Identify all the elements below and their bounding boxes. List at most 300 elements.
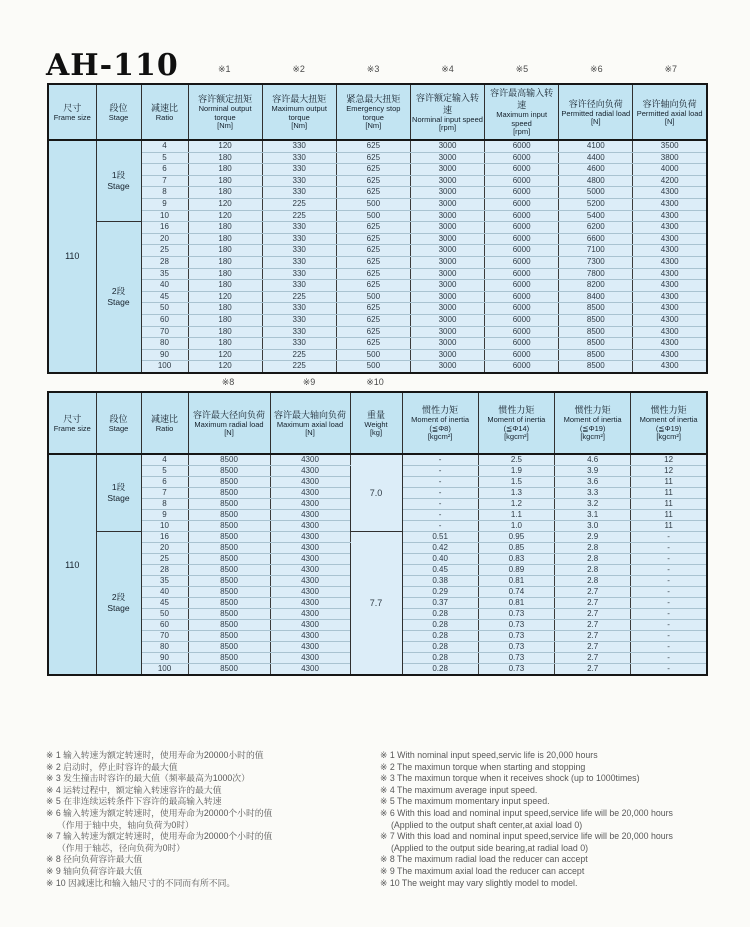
value-cell: 4300 xyxy=(270,576,350,587)
value-cell: 4300 xyxy=(270,631,350,642)
stage-cell: 1段 Stage xyxy=(96,454,141,532)
value-cell: 625 xyxy=(336,314,410,326)
frame-size-cell: 110 xyxy=(48,140,96,373)
value-cell: 3000 xyxy=(410,280,484,292)
value-cell: 3000 xyxy=(410,303,484,315)
value-cell: 4300 xyxy=(633,338,707,350)
ratio-cell: 100 xyxy=(141,361,188,373)
value-cell: 4300 xyxy=(633,314,707,326)
value-cell: 625 xyxy=(336,268,410,280)
value-cell: 4300 xyxy=(270,554,350,565)
value-cell: 4300 xyxy=(270,466,350,477)
value-cell: 4300 xyxy=(633,210,707,222)
value-cell: 1.1 xyxy=(478,510,554,521)
value-cell: 4300 xyxy=(633,245,707,257)
value-cell: 3000 xyxy=(410,164,484,176)
value-cell: 4300 xyxy=(270,510,350,521)
col-header-permitted-radial-load: 容许径向负荷 Permitted radial load [N] xyxy=(559,84,633,140)
value-cell: 0.74 xyxy=(478,587,554,598)
value-cell: 625 xyxy=(336,164,410,176)
value-cell: 2.7 xyxy=(555,642,631,653)
ratio-cell: 25 xyxy=(141,554,188,565)
value-cell: 500 xyxy=(336,291,410,303)
value-cell: 8500 xyxy=(559,361,633,373)
value-cell: 11 xyxy=(631,521,707,532)
value-cell: 8500 xyxy=(188,653,270,664)
col-header-weight: 重量 Weight [kg] xyxy=(350,392,402,454)
value-cell: 330 xyxy=(262,314,336,326)
value-cell: 4300 xyxy=(633,361,707,373)
ratio-cell: 8 xyxy=(141,187,188,199)
value-cell: 4300 xyxy=(633,291,707,303)
value-cell: 4300 xyxy=(270,642,350,653)
footnote-line: ※ 1 With nominal input speed,servic life is 20,000 hours xyxy=(380,750,598,760)
ratio-cell: 10 xyxy=(141,210,188,222)
value-cell: 6000 xyxy=(485,187,559,199)
value-cell: 180 xyxy=(188,245,262,257)
value-cell: - xyxy=(631,642,707,653)
value-cell: - xyxy=(402,466,478,477)
value-cell: 8500 xyxy=(188,664,270,676)
value-cell: 625 xyxy=(336,175,410,187)
value-cell: - xyxy=(631,565,707,576)
value-cell: 330 xyxy=(262,303,336,315)
value-cell: 0.38 xyxy=(402,576,478,587)
stage-cell: 2段 Stage xyxy=(96,532,141,676)
value-cell: 6000 xyxy=(485,175,559,187)
value-cell: 4300 xyxy=(633,268,707,280)
ratio-cell: 60 xyxy=(141,314,188,326)
table2-column-marks xyxy=(187,377,401,388)
ratio-cell: 40 xyxy=(141,280,188,292)
value-cell: 6000 xyxy=(485,164,559,176)
footnote-mark: ※2 xyxy=(292,64,305,74)
value-cell: 0.28 xyxy=(402,631,478,642)
value-cell: 8500 xyxy=(559,303,633,315)
col-header-maximum-radial-load: 容许最大径向负荷 Maximum radial load [N] xyxy=(188,392,270,454)
value-cell: 4300 xyxy=(633,256,707,268)
ratio-cell: 80 xyxy=(141,642,188,653)
value-cell: 6000 xyxy=(485,152,559,164)
value-cell: 3.9 xyxy=(555,466,631,477)
table-row xyxy=(48,303,707,315)
col-header-moment-of-inertia-phi19b: 惯性力矩 Moment of inertia (≦Φ19) [kgcm²] xyxy=(631,392,707,454)
footnote-line: ※ 3 发生撞击时容许的最大值（频率最高为1000次） xyxy=(46,773,250,784)
value-cell: 330 xyxy=(262,187,336,199)
value-cell: 330 xyxy=(262,140,336,152)
table-row xyxy=(48,210,707,222)
value-cell: 120 xyxy=(188,291,262,303)
value-cell: 330 xyxy=(262,280,336,292)
value-cell: 330 xyxy=(262,338,336,350)
ratio-cell: 16 xyxy=(141,532,188,543)
value-cell: 0.28 xyxy=(402,620,478,631)
table-row xyxy=(48,361,707,373)
value-cell: 2.7 xyxy=(555,664,631,676)
value-cell: 4300 xyxy=(270,664,350,676)
value-cell: - xyxy=(402,477,478,488)
value-cell: - xyxy=(631,532,707,543)
value-cell: 6000 xyxy=(485,210,559,222)
col-header-moment-of-inertia-phi8: 惯性力矩 Moment of inertia (≦Φ8) [kgcm²] xyxy=(402,392,478,454)
footnote-line: ※ 2 The maximun torque when starting and stopping xyxy=(380,761,586,772)
value-cell: - xyxy=(631,554,707,565)
table-row xyxy=(48,454,707,466)
value-cell: 0.51 xyxy=(402,532,478,543)
value-cell: 180 xyxy=(188,303,262,315)
footnote-mark: ※6 xyxy=(590,64,603,74)
value-cell: 2.8 xyxy=(555,576,631,587)
value-cell: 8500 xyxy=(188,576,270,587)
value-cell: 4300 xyxy=(633,303,707,315)
value-cell: 0.73 xyxy=(478,642,554,653)
value-cell: 120 xyxy=(188,210,262,222)
table-row xyxy=(48,338,707,350)
table-row xyxy=(48,175,707,187)
footnote-line: ※ 9 The maximum axial load the reducer can accept xyxy=(380,865,585,876)
value-cell: 1.3 xyxy=(478,488,554,499)
value-cell: 4300 xyxy=(270,477,350,488)
ratio-cell: 28 xyxy=(141,256,188,268)
loads-inertia-table xyxy=(47,391,708,676)
value-cell: 2.8 xyxy=(555,554,631,565)
value-cell: 2.8 xyxy=(555,565,631,576)
value-cell: 120 xyxy=(188,198,262,210)
value-cell: 0.28 xyxy=(402,642,478,653)
value-cell: 4200 xyxy=(633,175,707,187)
value-cell: 4300 xyxy=(270,609,350,620)
footnote-line: ※ 8 径向负荷容许最大值 xyxy=(46,854,143,865)
footnote-line: ※ 10 因减速比和输入轴尺寸的不同而有所不同。 xyxy=(46,877,236,888)
value-cell: 330 xyxy=(262,175,336,187)
value-cell: 180 xyxy=(188,222,262,234)
value-cell: 500 xyxy=(336,198,410,210)
value-cell: 8500 xyxy=(188,543,270,554)
value-cell: 225 xyxy=(262,198,336,210)
footnote-mark: ※4 xyxy=(441,64,454,74)
col-header-ratio: 减速比 Ratio xyxy=(141,84,188,140)
value-cell: 2.7 xyxy=(555,587,631,598)
table-row xyxy=(48,268,707,280)
ratio-cell: 16 xyxy=(141,222,188,234)
value-cell: 6000 xyxy=(485,233,559,245)
value-cell: - xyxy=(631,631,707,642)
value-cell: 8500 xyxy=(188,631,270,642)
value-cell: - xyxy=(631,576,707,587)
table-row xyxy=(48,280,707,292)
table-row xyxy=(48,245,707,257)
value-cell: 330 xyxy=(262,152,336,164)
value-cell: 1.5 xyxy=(478,477,554,488)
value-cell: 0.83 xyxy=(478,554,554,565)
value-cell: 3000 xyxy=(410,175,484,187)
table-row xyxy=(48,349,707,361)
footnotes-english xyxy=(380,750,714,889)
col-header-frame-size: 尺寸 Frame size xyxy=(48,392,96,454)
value-cell: 4300 xyxy=(633,349,707,361)
ratio-cell: 6 xyxy=(141,477,188,488)
value-cell: - xyxy=(631,587,707,598)
value-cell: 3000 xyxy=(410,152,484,164)
value-cell: 3500 xyxy=(633,140,707,152)
value-cell: 6000 xyxy=(485,256,559,268)
ratio-cell: 35 xyxy=(141,576,188,587)
value-cell: 8500 xyxy=(188,642,270,653)
ratio-cell: 5 xyxy=(141,152,188,164)
ratio-cell: 9 xyxy=(141,198,188,210)
weight-cell: 7.0 xyxy=(350,454,402,532)
ratio-cell: 5 xyxy=(141,466,188,477)
value-cell: 3000 xyxy=(410,361,484,373)
value-cell: 625 xyxy=(336,233,410,245)
table-row xyxy=(48,140,707,152)
value-cell: 625 xyxy=(336,338,410,350)
frame-size-cell: 110 xyxy=(48,454,96,675)
value-cell: 8500 xyxy=(188,510,270,521)
value-cell: 0.28 xyxy=(402,609,478,620)
ratings-table xyxy=(47,83,708,374)
col-header-frame-size: 尺寸 Frame size xyxy=(48,84,96,140)
footnote-mark: ※3 xyxy=(366,64,380,74)
value-cell: 4300 xyxy=(270,454,350,466)
value-cell: 8500 xyxy=(188,565,270,576)
ratio-cell: 40 xyxy=(141,587,188,598)
value-cell: 225 xyxy=(262,210,336,222)
footnote-line: ※ 4 The maximum average input speed. xyxy=(380,784,538,795)
value-cell: 4300 xyxy=(633,187,707,199)
value-cell: 0.73 xyxy=(478,620,554,631)
value-cell: 5200 xyxy=(559,198,633,210)
value-cell: 225 xyxy=(262,361,336,373)
value-cell: 8400 xyxy=(559,291,633,303)
value-cell: - xyxy=(631,664,707,676)
value-cell: 3.1 xyxy=(555,510,631,521)
value-cell: 2.5 xyxy=(478,454,554,466)
footnote-line: ※ 10 The weight may vary slightly model to model. xyxy=(380,877,578,888)
value-cell: 3000 xyxy=(410,314,484,326)
value-cell: 625 xyxy=(336,187,410,199)
value-cell: 8500 xyxy=(559,326,633,338)
ratio-cell: 90 xyxy=(141,349,188,361)
value-cell: 4000 xyxy=(633,164,707,176)
value-cell: - xyxy=(631,653,707,664)
value-cell: 3000 xyxy=(410,349,484,361)
value-cell: 225 xyxy=(262,291,336,303)
value-cell: 6000 xyxy=(485,326,559,338)
col-header-nominal-input-speed: 容许额定输入转速 Norminal input speed [rpm] xyxy=(410,84,484,140)
value-cell: 6000 xyxy=(485,280,559,292)
value-cell: 0.73 xyxy=(478,653,554,664)
value-cell: 1.2 xyxy=(478,499,554,510)
col-header-stage: 段位 Stage xyxy=(96,84,141,140)
value-cell: 180 xyxy=(188,187,262,199)
value-cell: 8500 xyxy=(188,554,270,565)
value-cell: 6000 xyxy=(485,222,559,234)
value-cell: 180 xyxy=(188,175,262,187)
value-cell: - xyxy=(402,488,478,499)
value-cell: 6000 xyxy=(485,314,559,326)
value-cell: 6000 xyxy=(485,268,559,280)
value-cell: 3.6 xyxy=(555,477,631,488)
ratio-cell: 70 xyxy=(141,326,188,338)
footnote-line: (Applied to the output shaft center,at axial load 0) xyxy=(391,819,583,830)
value-cell: 2.7 xyxy=(555,620,631,631)
value-cell: 0.40 xyxy=(402,554,478,565)
ratio-cell: 35 xyxy=(141,268,188,280)
value-cell: 3000 xyxy=(410,291,484,303)
value-cell: 3800 xyxy=(633,152,707,164)
value-cell: 6000 xyxy=(485,303,559,315)
value-cell: 11 xyxy=(631,510,707,521)
value-cell: 8500 xyxy=(188,587,270,598)
table-row xyxy=(48,187,707,199)
value-cell: 3000 xyxy=(410,326,484,338)
value-cell: 0.28 xyxy=(402,653,478,664)
value-cell: 625 xyxy=(336,152,410,164)
value-cell: 3000 xyxy=(410,222,484,234)
value-cell: 3000 xyxy=(410,233,484,245)
value-cell: 6200 xyxy=(559,222,633,234)
footnote-mark: ※9 xyxy=(302,377,316,387)
value-cell: 4300 xyxy=(270,565,350,576)
value-cell: 6000 xyxy=(485,361,559,373)
value-cell: 6000 xyxy=(485,291,559,303)
value-cell: 7100 xyxy=(559,245,633,257)
value-cell: 6000 xyxy=(485,349,559,361)
value-cell: - xyxy=(402,510,478,521)
ratio-cell: 80 xyxy=(141,338,188,350)
value-cell: 3000 xyxy=(410,198,484,210)
value-cell: 1.9 xyxy=(478,466,554,477)
value-cell: 4300 xyxy=(270,532,350,543)
value-cell: 4400 xyxy=(559,152,633,164)
value-cell: 8200 xyxy=(559,280,633,292)
value-cell: 4300 xyxy=(633,280,707,292)
value-cell: 6000 xyxy=(485,140,559,152)
value-cell: 4300 xyxy=(270,653,350,664)
col-header-emergency-stop-torque: 紧急最大扭矩 Emergency stop torque [Nm] xyxy=(336,84,410,140)
value-cell: 4600 xyxy=(559,164,633,176)
value-cell: 6000 xyxy=(485,338,559,350)
col-header-moment-of-inertia-phi14: 惯性力矩 Moment of inertia (≦Φ14) [kgcm²] xyxy=(478,392,554,454)
ratio-cell: 4 xyxy=(141,140,188,152)
ratio-cell: 90 xyxy=(141,653,188,664)
col-header-maximum-input-speed: 容许最高输入转速 Maximum input speed [rpm] xyxy=(485,84,559,140)
table1-column-marks xyxy=(187,64,708,75)
value-cell: 8500 xyxy=(188,488,270,499)
footnote-line: ※ 6 With this load and nominal input speed,service life will be 20,000 hours xyxy=(380,807,673,818)
ratio-cell: 8 xyxy=(141,499,188,510)
header-row xyxy=(48,392,707,454)
weight-cell: 7.7 xyxy=(350,532,402,676)
value-cell: 0.28 xyxy=(402,664,478,676)
ratio-cell: 10 xyxy=(141,521,188,532)
value-cell: 180 xyxy=(188,268,262,280)
value-cell: 4300 xyxy=(633,198,707,210)
footnote-line: ※ 1 输入转速为额定转速时，使用寿命为20000小时的值 xyxy=(46,750,264,760)
footnote-line: (Applied to the output side bearing,at radial load 0) xyxy=(391,842,589,853)
value-cell: 120 xyxy=(188,361,262,373)
value-cell: 4300 xyxy=(633,326,707,338)
value-cell: 180 xyxy=(188,280,262,292)
value-cell: 500 xyxy=(336,210,410,222)
value-cell: 3000 xyxy=(410,245,484,257)
footnote-mark: ※5 xyxy=(515,64,529,74)
value-cell: 625 xyxy=(336,303,410,315)
value-cell: 225 xyxy=(262,349,336,361)
value-cell: 330 xyxy=(262,222,336,234)
value-cell: 3000 xyxy=(410,210,484,222)
value-cell: 3000 xyxy=(410,268,484,280)
table-row xyxy=(48,532,707,543)
footnote-line: ※ 5 The maximum momentary input speed. xyxy=(380,796,550,807)
value-cell: - xyxy=(631,598,707,609)
value-cell: 8500 xyxy=(188,477,270,488)
value-cell: 0.45 xyxy=(402,565,478,576)
value-cell: 4300 xyxy=(270,488,350,499)
value-cell: 8500 xyxy=(188,609,270,620)
footnote-mark: ※10 xyxy=(366,377,384,387)
value-cell: 625 xyxy=(336,256,410,268)
ratio-cell: 20 xyxy=(141,233,188,245)
value-cell: - xyxy=(631,620,707,631)
value-cell: 0.37 xyxy=(402,598,478,609)
ratio-cell: 45 xyxy=(141,598,188,609)
value-cell: - xyxy=(631,543,707,554)
value-cell: 500 xyxy=(336,361,410,373)
ratio-cell: 60 xyxy=(141,620,188,631)
footnote-line: ※ 3 The maximun torque when it receives shock (up to 1000times) xyxy=(380,773,640,784)
ratio-cell: 50 xyxy=(141,303,188,315)
col-header-moment-of-inertia-phi19: 惯性力矩 Moment of inertia (≦Φ19) [kgcm²] xyxy=(555,392,631,454)
value-cell: 2.7 xyxy=(555,631,631,642)
ratio-cell: 100 xyxy=(141,664,188,676)
value-cell: 330 xyxy=(262,245,336,257)
value-cell: 11 xyxy=(631,477,707,488)
stage-cell: 1段 Stage xyxy=(96,140,141,222)
table-row xyxy=(48,326,707,338)
footnotes-section xyxy=(46,750,714,889)
value-cell: 0.29 xyxy=(402,587,478,598)
table-row xyxy=(48,256,707,268)
value-cell: 4100 xyxy=(559,140,633,152)
value-cell: 4300 xyxy=(270,620,350,631)
value-cell: 3.2 xyxy=(555,499,631,510)
value-cell: 2.8 xyxy=(555,543,631,554)
value-cell: 11 xyxy=(631,488,707,499)
footnote-line: （作用于轴芯，径向负荷为0时） xyxy=(57,842,186,853)
value-cell: 4300 xyxy=(270,587,350,598)
footnote-mark: ※1 xyxy=(217,64,231,74)
value-cell: 2.7 xyxy=(555,609,631,620)
ratio-cell: 70 xyxy=(141,631,188,642)
value-cell: 8500 xyxy=(188,532,270,543)
value-cell: 8500 xyxy=(188,499,270,510)
value-cell: 2.9 xyxy=(555,532,631,543)
footnote-line: ※ 2 启动时，停止时容许的最大值 xyxy=(46,761,178,772)
value-cell: 6000 xyxy=(485,245,559,257)
value-cell: 0.85 xyxy=(478,543,554,554)
value-cell: 500 xyxy=(336,349,410,361)
ratio-cell: 6 xyxy=(141,164,188,176)
value-cell: 6600 xyxy=(559,233,633,245)
ratio-cell: 4 xyxy=(141,454,188,466)
ratio-cell: 7 xyxy=(141,488,188,499)
value-cell: 120 xyxy=(188,349,262,361)
ratio-cell: 28 xyxy=(141,565,188,576)
stage-cell: 2段 Stage xyxy=(96,222,141,373)
footnote-line: ※ 7 输入转速为额定转速时，使用寿命为20000个小时的值 xyxy=(46,831,273,842)
